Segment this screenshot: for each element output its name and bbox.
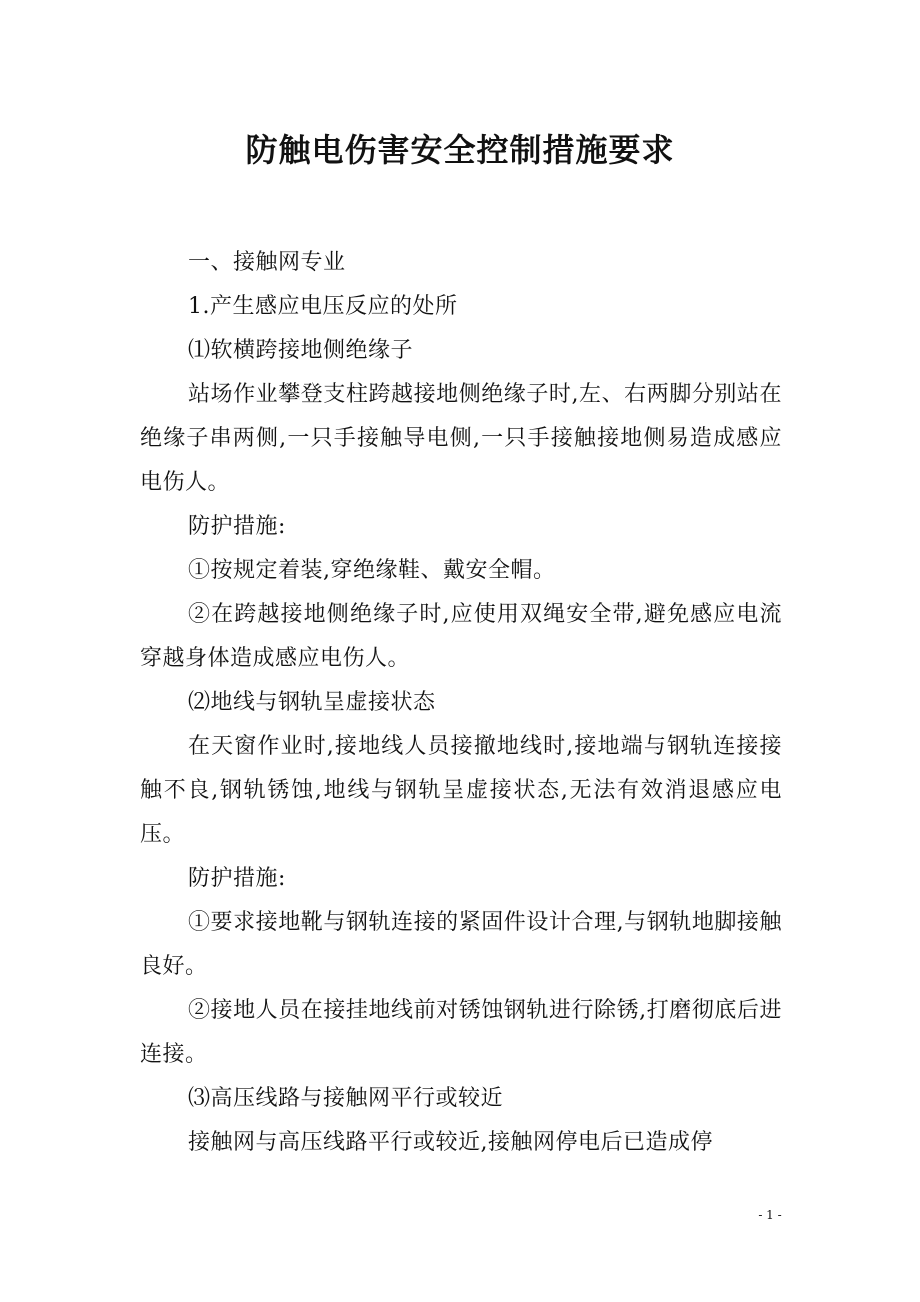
measure-item: ②接地人员在接挂地线前对锈蚀钢轨进行除锈,打磨彻底后进连接。 xyxy=(140,998,782,1067)
item-heading: ⑴软横跨接地侧绝缘子 xyxy=(188,338,414,363)
document-title: 防触电伤害安全控制措施要求 xyxy=(245,131,675,169)
subsection-heading: 1.产生感应电压反应的处所 xyxy=(188,294,458,319)
measure-item: ②在跨越接地侧绝缘子时,应使用双绳安全带,避免感应电流穿越身体造成感应电伤人。 xyxy=(140,602,782,671)
item-heading: ⑶高压线路与接触网平行或较近 xyxy=(188,1086,504,1111)
section-heading: 一、接触网专业 xyxy=(188,250,346,275)
item-heading: ⑵地线与钢轨呈虚接状态 xyxy=(188,690,436,715)
body-paragraph: 接触网与高压线路平行或较近,接触网停电后已造成停 xyxy=(188,1130,713,1155)
document-body xyxy=(140,241,782,1165)
page-number: - 1 - xyxy=(758,1208,782,1222)
measure-item: ①按规定着装,穿绝缘鞋、戴安全帽。 xyxy=(188,558,556,583)
measure-item: ①要求接地靴与钢轨连接的紧固件设计合理,与钢轨地脚接触良好。 xyxy=(140,910,782,979)
body-paragraph: 在天窗作业时,接地线人员接撤地线时,接地端与钢轨连接接触不良,钢轨锈蚀,地线与钢轨呈虚接状态,无法有效消退感应电压。 xyxy=(140,734,782,847)
body-paragraph: 站场作业攀登支柱跨越接地侧绝缘子时,左、右两脚分别站在绝缘子串两侧,一只手接触导电侧,一只手接触接地侧易造成感应电伤人。 xyxy=(140,382,782,495)
measures-label: 防护措施: xyxy=(188,514,286,539)
measures-label: 防护措施: xyxy=(188,866,286,891)
